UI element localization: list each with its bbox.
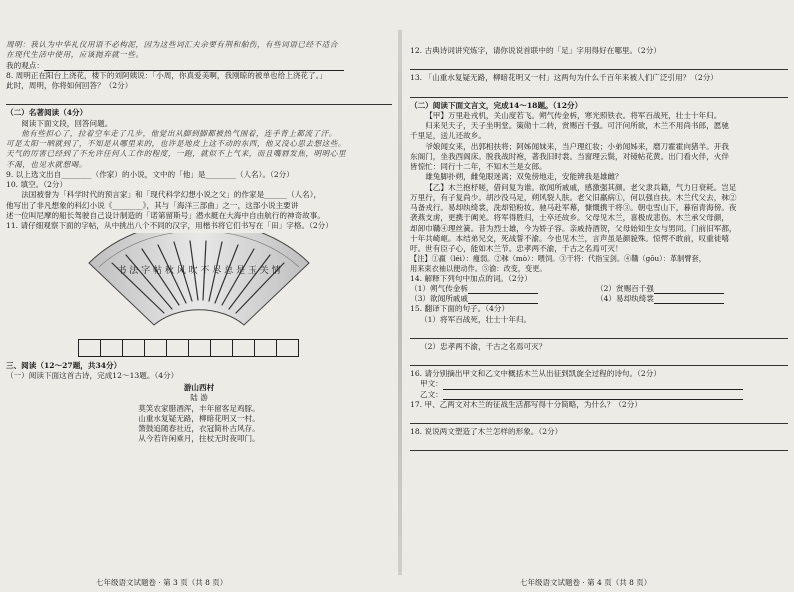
page-3 xyxy=(6,40,392,445)
section-classical: （二）阅读下面文言文，完成14～18题。（12分） xyxy=(410,100,583,110)
answer-blank[interactable] xyxy=(468,284,538,294)
answer-line[interactable] xyxy=(410,85,788,98)
grid-cell[interactable] xyxy=(277,339,299,357)
notes: 【注】①羸（léi）：瘦弱。②秣（mò）：喂饲。③干将：代指宝剑。④鞲（gōu）：革制臂套， xyxy=(410,254,706,264)
grid-cell[interactable] xyxy=(78,339,101,357)
jia-line: 归来见天子，天子坐明堂。策勋十二转，赏赐百千强。可汗问所欲，木兰不用尚书郎，愿驰 xyxy=(425,121,729,130)
yi-line: 袭燕支虏，更携于阗羌。将军得胜归，士卒还故乡。父母见木兰，喜极成悲伤。木兰承父母颜， xyxy=(410,213,729,223)
q14-item: （2）赏赐百千强 xyxy=(596,283,654,293)
q10-line-1: 法国被誉为「科学时代的预言家」和「现代科学幻想小说之父」的作家是______（人名）， xyxy=(21,190,322,200)
jia-line: 千里足，送儿还故乡。 xyxy=(410,131,486,141)
passage-line: 天气的厉害已经到了不允许任何人工作的程度，一跑，就似不上气来，而且嘴唇发焦，明明心里 xyxy=(6,149,346,159)
grid-cell[interactable] xyxy=(167,339,189,357)
grid-cell[interactable] xyxy=(101,339,123,357)
answer-line[interactable] xyxy=(410,326,788,339)
passage-line: 可是太阳一晒就到了，不知是从哪里来的，也许是地皮上这不动的东西，他又没心思去想这些。 xyxy=(6,139,346,148)
q12: 12. 古典诗词讲究炼字，请你说说首联中的「足」字用得好在哪里。（2分） xyxy=(410,46,661,55)
intro-line-2: 在现代生活中使用，应该抛弃就一些。 xyxy=(6,50,144,60)
q8-line-2: 此时，周明，你将如何回答？（2分） xyxy=(6,81,133,90)
tian-grid[interactable] xyxy=(78,339,392,357)
section-classics: （二）名著阅读（4分） xyxy=(6,108,88,118)
q16-yi: 乙文： xyxy=(410,390,788,400)
section-reading: 三、阅读（12～27题，共34分） xyxy=(6,360,122,370)
page-footer-4: 七年级语文试题卷 · 第 4 页（共 8 页） xyxy=(520,577,652,587)
answer-blank[interactable] xyxy=(654,294,724,304)
q14-row xyxy=(410,294,788,304)
intro-line-1: 周明：我认为中华礼仪用语不必构泥，因为这些词汇夫余要有荆和舶伤，有些词语已经不适合 xyxy=(6,40,338,49)
jia-line: 皆惊忙：同行十二年，不知木兰是女郎。 xyxy=(410,162,547,171)
q14: 14. 解释下列句中加点的词。（2分） xyxy=(410,273,532,283)
answer-blank[interactable] xyxy=(468,294,538,304)
q18: 18. 说说两文塑造了木兰怎样的形象。（2分） xyxy=(410,427,563,437)
jia-line: 【甲】万里赴戎机，关山度若飞。朔气传金柝，寒光照铁衣。将军百战死，壮士十年归。 xyxy=(425,110,722,120)
page-spine xyxy=(398,30,402,575)
answer-blank[interactable] xyxy=(443,380,743,390)
section-poem: （一）阅读下面这首古诗，完成12～13题。（4分） xyxy=(6,370,179,380)
answer-line[interactable] xyxy=(6,92,392,105)
classical-text xyxy=(410,111,788,274)
jia-line: 雄兔脚扑朔，雌兔眼迷离；双兔傍地走，安能辨我是雄雌？ xyxy=(425,172,623,182)
read-prompt: 阅读下面文段，回答问题。 xyxy=(21,118,113,128)
q16-jia: 甲文： xyxy=(410,379,788,389)
q11: 11. 请仔细观察下面的字帖，从中挑出八个不同的汉字，用楷书将它们书写在「田」字格。（2分） xyxy=(6,221,333,230)
q8-line-1: 8. 周明正在阳台上浇花，楼下的刘阿姨说：「小周，你真爱美啊，我刚晾的被单也给上浇花了。」 xyxy=(6,70,327,80)
answer-line[interactable] xyxy=(410,57,788,70)
notes: 用来束衣袖以便动作。⑤渝：改变，变更。 xyxy=(410,263,547,273)
calligraphy-fan-image xyxy=(84,233,392,334)
view-label: 我的观点： xyxy=(6,61,392,71)
passage-line: 他有些担心了，拉着空车走了几步，他觉出从脚到脚都被热气围着，连手背上都流了汗。 xyxy=(21,128,337,138)
grid-cell[interactable] xyxy=(211,339,233,357)
poem-line: 山重水复疑无路，柳暗花明又一村。 xyxy=(138,413,260,423)
q14-item: （3）欲闻所戚戚 xyxy=(410,294,468,304)
yi-line: 马备戎行。易却纨绮裳，洗却铅粉妆。驰马赴军幕，慷慨携干将③。朝屯雪山下，暮宿青海傍。夜 xyxy=(410,203,737,212)
yi-line: 却卸巾鞲④理丝簧。昔为烈士雄，今为娇子容。亲戚持酒贺，父母始知生女与男同。门前旧军都， xyxy=(410,223,737,233)
poem xyxy=(6,383,392,445)
grid-cell[interactable] xyxy=(255,339,277,357)
q15-1: （1）将军百战死，壮士十年归。 xyxy=(420,314,532,324)
jia-line: 爷娘闻女来，出郭相扶将；阿姊闻妹来，当户理红妆；小弟闻姊来，磨刀霍霍向猪羊。开我 xyxy=(425,141,729,151)
poem-line: 箫鼓追随春社近，衣冠简朴古风存。 xyxy=(138,424,260,433)
grid-cell[interactable] xyxy=(145,339,167,357)
q10-line-3: 述一位叫尼摩的船长驾驶自己设计制造的「诺第留斯号」潜水艇在大海中自由航行的神奇故事。 xyxy=(6,210,325,220)
poem-title: 游山西村 xyxy=(183,383,215,392)
fan-text: 书 法 字 帖 秋 风 吹 不 尽 总 是 玉 关 情 xyxy=(117,266,281,277)
yi-line: 【乙】木兰抱杼嗟，借问复为谁。欲闻所戚戚，感激强其颜。老父隶兵籍，气力日衰耗。岂足 xyxy=(425,182,737,192)
poem-author: 陆 游 xyxy=(190,393,208,403)
page-footer-3: 七年级语文试题卷 · 第 3 页（共 8 页） xyxy=(96,577,228,587)
q14-item: （4）易却纨绮裳 xyxy=(596,294,654,304)
q9: 9. 以上选文出自________（作家）的小说，文中的「他」是________（人名）。（2分） xyxy=(6,169,294,179)
q17: 17. 甲、乙两文对木兰的征战生活都写得十分简略，为什么？（2分） xyxy=(410,399,642,409)
answer-blank[interactable] xyxy=(443,390,743,400)
q10: 10. 填空。（2分） xyxy=(6,180,68,189)
q14-item: （1）朔气传金柝 xyxy=(410,283,468,293)
yi-line: 十年共崎岖。本结弟兄交，死战誓不渝。今也见木兰，言声虽是颜貌殊。惊愕不敢前，叹重徒嘻 xyxy=(410,233,729,243)
q10-line-2: 他写出了非凡想象的科幻小说《________》，其与「海洋三部曲」之一，这部小说主要讲 xyxy=(6,200,299,210)
yi-line: 吁。世有臣子心，能如木兰节。忠孝两不渝，千古之名焉可灭！ xyxy=(410,244,623,253)
q15-2: （2）忠孝两不渝，千古之名焉可灭？ xyxy=(420,341,547,351)
yi-line: 万里行，有子复尚少。胡沙没马足，朔风裂人肤。老父旧羸病①，何以强自扶。木兰代父去，秣② xyxy=(410,192,737,202)
answer-blank[interactable] xyxy=(654,284,724,294)
grid-cell[interactable] xyxy=(189,339,211,357)
q13: 13. 「山重水复疑无路，柳暗花明又一村」这两句为什么千百年来被人们广泛引用？（2分） xyxy=(410,73,718,83)
jia-line: 东阁门，坐我西阁床。脱我战时袍，著我旧时裳。当窗理云鬓，对镜帖花黄。出门看火伴，火伴 xyxy=(410,151,729,161)
answer-line[interactable] xyxy=(410,438,788,451)
q14-row xyxy=(410,284,788,294)
page-4 xyxy=(410,46,788,454)
q16: 16. 请分别摘出甲文和乙文中概括木兰从出征到凯旋全过程的诗句。（2分） xyxy=(410,369,661,379)
answer-line[interactable] xyxy=(410,353,788,366)
q15: 15. 翻译下面的句子。（4分） xyxy=(410,304,510,314)
poem-line: 从今若许闲乘月，拄杖无时夜叩门。 xyxy=(138,434,260,444)
passage-line: 不渴，也见水就想喝。 xyxy=(6,159,87,169)
answer-line[interactable] xyxy=(410,411,788,424)
grid-cell[interactable] xyxy=(123,339,145,357)
poem-line: 莫笑农家腊酒浑，丰年留客足鸡豚。 xyxy=(138,403,260,413)
grid-cell[interactable] xyxy=(233,339,255,357)
